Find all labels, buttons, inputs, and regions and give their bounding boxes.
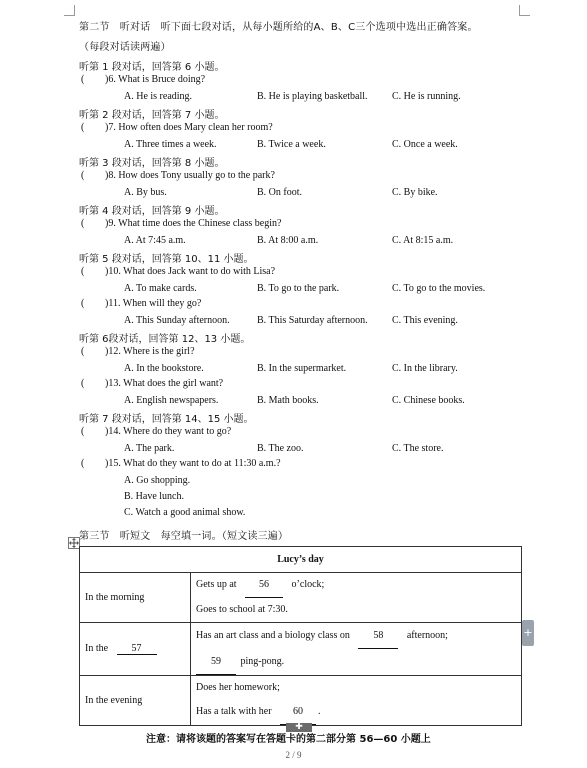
row-label [80, 623, 191, 676]
option-a: A. To make cards. [124, 283, 197, 294]
option-c: C. By bike. [392, 187, 438, 198]
question-text: )14. Where do they want to go? [105, 426, 232, 437]
blank-number: 60 [293, 706, 304, 717]
row-content [191, 676, 522, 726]
answer-paren[interactable]: ( [81, 346, 85, 357]
table-row [80, 676, 522, 726]
option-c: C. He is running. [392, 91, 461, 102]
question-text: )15. What do they want to do at 11:30 a.m.? [105, 458, 281, 469]
cell-text: ping-pong. [240, 656, 285, 667]
option-a: A. The park. [124, 443, 175, 454]
plus-icon[interactable]: + [522, 620, 534, 646]
answer-paren[interactable]: ( [81, 218, 85, 229]
table-title-text: Lucy’s day [277, 554, 324, 565]
cell-text: Has a talk with her [196, 706, 272, 717]
section2-note: （每段对话读两遍） [79, 42, 171, 53]
dialog-intro: 听第 4 段对话，回答第 9 小题。 [79, 206, 225, 217]
option-a: A. He is reading. [124, 91, 193, 102]
question-text: )11. When will they go? [105, 298, 202, 309]
option-b: B. He is playing basketball. [257, 91, 368, 102]
table-title [80, 547, 522, 573]
cell-text: o’clock; [291, 579, 325, 590]
table-row [80, 623, 522, 676]
dialog-intro: 听第 1 段对话，回答第 6 小题。 [79, 62, 225, 73]
option-a: A. Three times a week. [124, 139, 217, 150]
option-b: B. At 8:00 a.m. [257, 235, 319, 246]
cell-text: Gets up at [196, 579, 237, 590]
blank-56[interactable] [245, 573, 283, 598]
row-content [191, 623, 522, 676]
question-text: )9. What time does the Chinese class begin? [105, 218, 282, 229]
blank-number: 59 [211, 656, 221, 667]
option-b: B. Have lunch. [124, 491, 184, 502]
cell-text: Does her homework; [196, 682, 280, 693]
option-b: B. Math books. [257, 395, 319, 406]
option-b: B. Twice a week. [257, 139, 326, 150]
option-a: A. Go shopping. [124, 475, 191, 486]
option-b: B. In the supermarket. [257, 363, 347, 374]
dialog-intro: 听第 3 段对话，回答第 8 小题。 [79, 158, 225, 169]
blank-59[interactable] [196, 649, 236, 675]
cell-text: Has an art class and a biology class on [196, 630, 350, 641]
corner-mark-top-left [64, 5, 75, 16]
option-a: A. At 7:45 a.m. [124, 235, 186, 246]
option-c: C. To go to the movies. [392, 283, 486, 294]
blank-57[interactable] [117, 643, 157, 655]
answer-paren[interactable]: ( [81, 426, 85, 437]
option-c: C. The store. [392, 443, 444, 454]
row-label [80, 573, 191, 623]
row-label-text: In the morning [85, 592, 145, 603]
row-label [80, 676, 191, 726]
resize-handle-icon[interactable]: ✚ [286, 723, 312, 732]
answer-paren[interactable]: ( [81, 122, 85, 133]
cell-text: Goes to school at 7:30. [196, 604, 288, 615]
question-text: )13. What does the girl want? [105, 378, 224, 389]
dialog-intro: 听第 5 段对话，回答第 10、11 小题。 [79, 254, 254, 265]
question-text: )10. What does Jack want to do with Lisa? [105, 266, 276, 277]
blank-number: 56 [259, 579, 270, 590]
row-label-text: In the [85, 643, 109, 654]
answer-paren[interactable]: ( [81, 298, 85, 309]
option-c: C. This evening. [392, 315, 458, 326]
option-a: A. By bus. [124, 187, 167, 198]
cell-text: . [318, 706, 321, 717]
section2-heading: 第二节 听对话 听下面七段对话，从每小题所给的A、B、C三个选项中选出正确答案。 [79, 22, 478, 33]
section3-heading: 第三节 听短文 每空填一词。（短文读三遍） [79, 531, 289, 542]
option-b: B. The zoo. [257, 443, 304, 454]
question-text: )6. What is Bruce doing? [105, 74, 206, 85]
dialog-intro: 听第 2 段对话，回答第 7 小题。 [79, 110, 225, 121]
blank-58[interactable] [358, 623, 398, 649]
question-text: )8. How does Tony usually go to the park? [105, 170, 275, 181]
blank-number: 57 [131, 643, 142, 654]
row-content [191, 573, 522, 623]
page-number: 2 / 9 [285, 750, 302, 760]
answer-paren[interactable]: ( [81, 170, 85, 181]
question-text: )7. How often does Mary clean her room? [105, 122, 273, 133]
table-row [80, 573, 522, 623]
answer-paren[interactable]: ( [81, 378, 85, 389]
blank-number: 58 [373, 630, 384, 641]
option-a: A. In the bookstore. [124, 363, 204, 374]
corner-mark-top-right [519, 5, 530, 16]
lucys-day-table [79, 546, 522, 726]
option-c: C. Chinese books. [392, 395, 465, 406]
question-text: )12. Where is the girl? [105, 346, 195, 357]
answer-paren[interactable]: ( [81, 458, 85, 469]
answer-paren[interactable]: ( [81, 266, 85, 277]
answer-paren[interactable]: ( [81, 74, 85, 85]
option-b: B. This Saturday afternoon. [257, 315, 368, 326]
option-c: C. Once a week. [392, 139, 458, 150]
option-a: A. This Sunday afternoon. [124, 315, 230, 326]
row-label-text: In the evening [85, 695, 143, 706]
footer-note: 注意：请将该题的答案写在答题卡的第二部分第 56—60 小题上 [146, 734, 431, 745]
dialog-intro: 听第 6段对话，回答第 12、13 小题。 [79, 334, 251, 345]
cell-text: afternoon; [406, 630, 448, 641]
option-c: C. In the library. [392, 363, 458, 374]
option-b: B. To go to the park. [257, 283, 340, 294]
option-a: A. English newspapers. [124, 395, 219, 406]
dialog-intro: 听第 7 段对话，回答第 14、15 小题。 [79, 414, 254, 425]
option-c: C. Watch a good animal show. [124, 507, 246, 518]
option-b: B. On foot. [257, 187, 302, 198]
option-c: C. At 8:15 a.m. [392, 235, 454, 246]
